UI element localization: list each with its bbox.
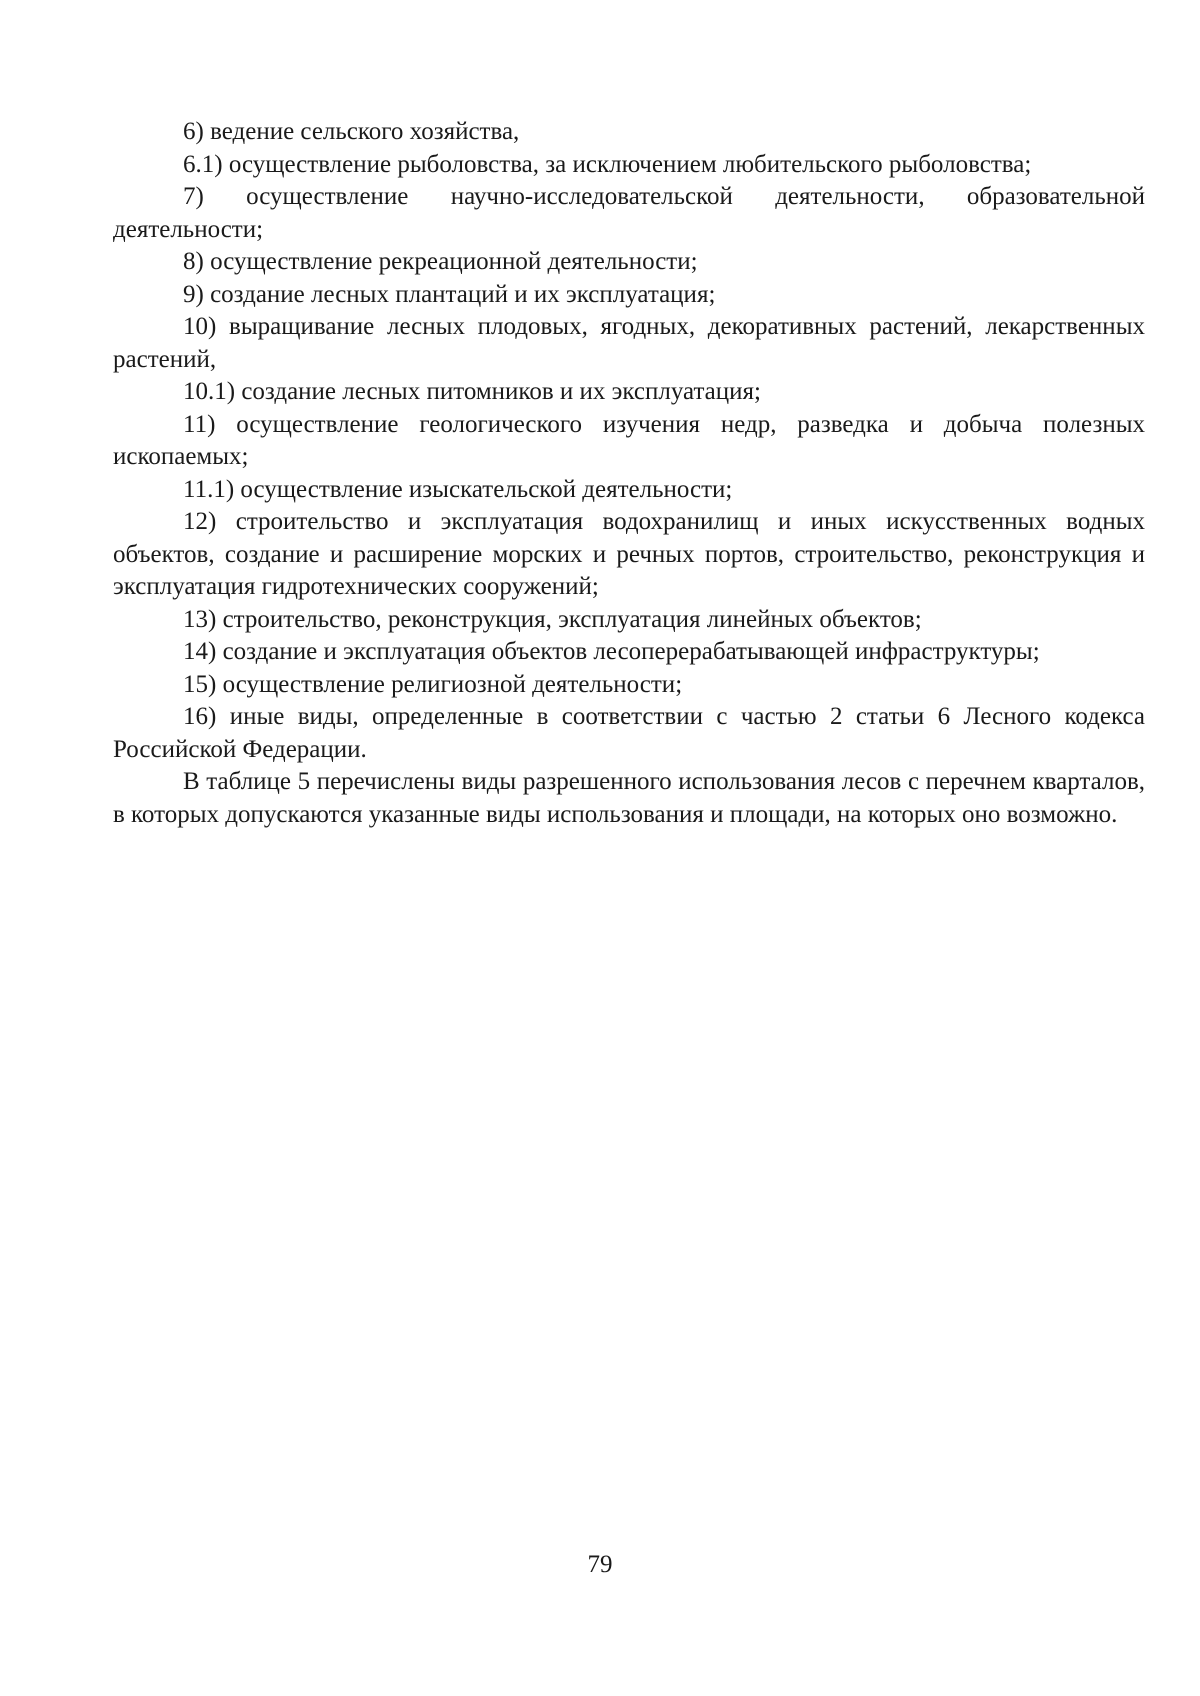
document-body bbox=[113, 116, 1145, 831]
paragraph-item-12: 12) строительство и эксплуатация водохранилищ и иных искусственных водных объектов, создание и расширение морских и речных портов, строительство, реконструкция и эксплуатация гидротехнических сооружений; bbox=[113, 508, 1145, 600]
paragraph-item-13: 13) строительство, реконструкция, эксплуатация линейных объектов; bbox=[183, 605, 922, 633]
paragraph-item-16: 16) иные виды, определенные в соответствии с частью 2 статьи 6 Лесного кодекса Российской Федерации. bbox=[113, 703, 1145, 763]
paragraph-item-10-1: 10.1) создание лесных питомников и их эксплуатация; bbox=[183, 378, 761, 405]
paragraph-item-15: 15) осуществление религиозной деятельности; bbox=[183, 670, 683, 698]
paragraph-item-14: 14) создание и эксплуатация объектов лесоперерабатывающей инфраструктуры; bbox=[183, 638, 1040, 665]
paragraph-table-5-note: В таблице 5 перечислены виды разрешенного использования лесов с перечнем кварталов, в которых допускаются указанные виды использования и площади, на которых оно возможно. bbox=[113, 768, 1145, 828]
page-number: 79 bbox=[587, 1551, 613, 1578]
paragraph-item-7: 7) осуществление научно-исследовательской деятельности, образовательной деятельности; bbox=[113, 183, 1145, 243]
paragraph-item-9: 9) создание лесных плантаций и их эксплуатация; bbox=[183, 280, 716, 308]
paragraph-item-11: 11) осуществление геологического изучения недр, разведка и добыча полезных ископаемых; bbox=[113, 410, 1145, 470]
paragraph-item-6: 6) ведение сельского хозяйства, bbox=[183, 118, 520, 145]
paragraph-item-11-1: 11.1) осуществление изыскательской деятельности; bbox=[183, 475, 733, 503]
paragraph-item-10: 10) выращивание лесных плодовых, ягодных, декоративных растений, лекарственных растений, bbox=[113, 313, 1145, 373]
paragraph-item-8: 8) осуществление рекреационной деятельности; bbox=[183, 248, 698, 275]
paragraph-item-6-1: 6.1) осуществление рыболовства, за исключением любительского рыболовства; bbox=[183, 150, 1032, 178]
